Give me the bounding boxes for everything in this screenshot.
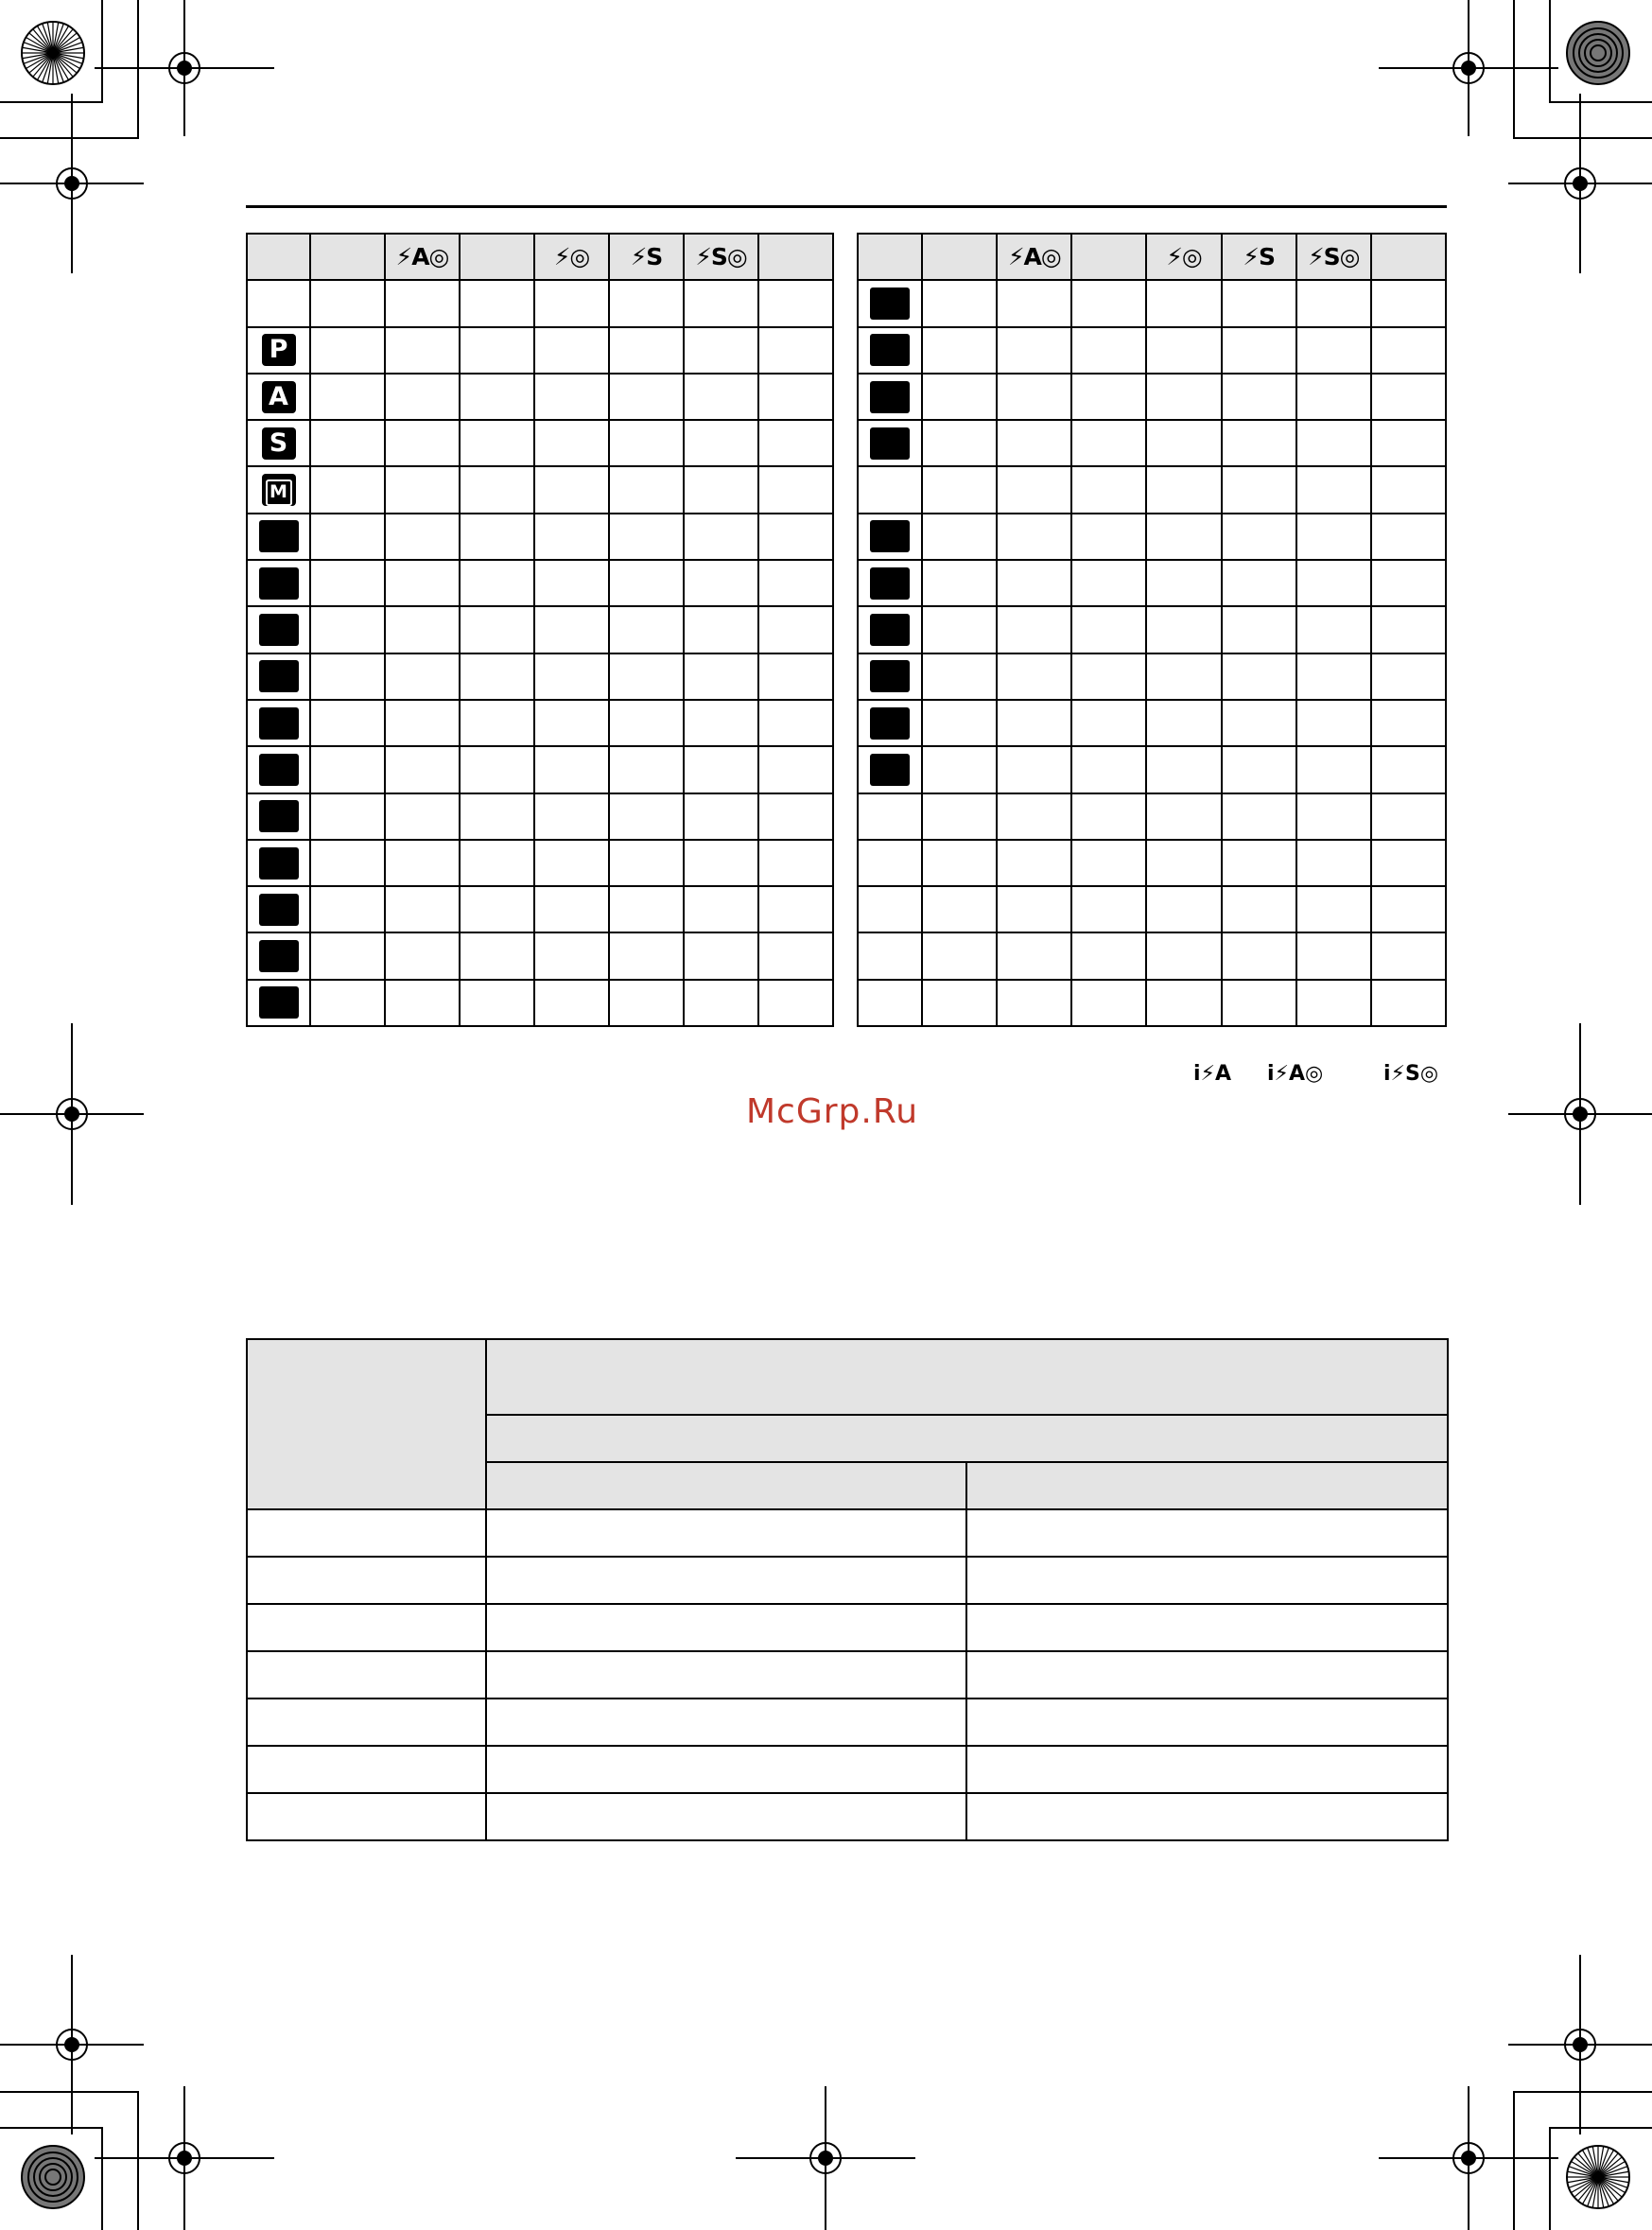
flash-slow-sync-icon: ⚡S	[1243, 243, 1275, 271]
table-row	[858, 374, 1446, 420]
flash-slow-sync-icon: ⚡S	[630, 243, 663, 271]
table-row	[858, 840, 1446, 886]
table-row	[858, 980, 1446, 1026]
baby-scene-icon	[870, 334, 910, 366]
flash-slow-redeye-icon: ⚡S◎	[1308, 243, 1360, 271]
table-row	[247, 1509, 1448, 1557]
table-row	[858, 280, 1446, 326]
manual-mode-icon: M	[266, 479, 292, 506]
flash-slow-redeye-icon: ⚡S◎	[695, 243, 747, 271]
table-row	[247, 466, 833, 513]
architecture-scene-icon	[259, 894, 299, 926]
table-row	[247, 514, 833, 560]
table-row	[247, 840, 833, 886]
flash-auto-redeye-icon: ⚡A◎	[1007, 243, 1061, 271]
table-row	[858, 420, 1446, 466]
table-row	[247, 327, 833, 374]
creative-closeup-scene-icon	[870, 567, 910, 600]
shutter-priority-icon: S	[262, 427, 296, 460]
table-row	[247, 1746, 1448, 1793]
table-row	[858, 653, 1446, 700]
watermark: McGrp.Ru	[745, 1092, 919, 1131]
nature-scene-icon	[259, 847, 299, 880]
night-portrait-star-scene-icon	[870, 614, 910, 646]
night-scenery-scene-icon	[870, 660, 910, 692]
table-row	[858, 560, 1446, 606]
creative-portrait-scene-icon	[259, 754, 299, 786]
table-row	[858, 514, 1446, 560]
flash-on-redeye-icon: ⚡◎	[553, 243, 590, 271]
table-row	[858, 606, 1446, 653]
aperture-priority-icon: A	[262, 381, 296, 413]
flower-closeup-scene-icon	[870, 427, 910, 460]
table-row	[247, 653, 833, 700]
food-closeup-scene-icon	[870, 520, 910, 552]
creative-night-scenery-scene-icon	[870, 754, 910, 786]
table-row	[247, 886, 833, 932]
table-row	[247, 700, 833, 746]
custom-mode-icon	[259, 520, 299, 552]
creative-scenery-scene-icon	[259, 940, 299, 972]
program-mode-icon: P	[262, 334, 296, 366]
creative-sports-scene-icon	[870, 381, 910, 413]
table-row	[247, 1699, 1448, 1746]
starburst-mark	[22, 22, 84, 84]
table-row	[247, 1651, 1448, 1699]
table-header-row	[858, 234, 1446, 280]
outdoor-portrait-scene-icon	[259, 660, 299, 692]
header-rule	[246, 205, 1447, 208]
table-column-header-cell	[966, 1462, 1448, 1509]
table-row	[247, 932, 833, 979]
table-row	[858, 886, 1446, 932]
flash-compatibility-table-left	[246, 233, 834, 1027]
table-row	[247, 560, 833, 606]
table-row	[858, 466, 1446, 513]
indoor-portrait-scene-icon	[259, 707, 299, 740]
table-corner-cell	[247, 1339, 486, 1509]
table-row	[247, 420, 833, 466]
table-row	[247, 1604, 1448, 1651]
table-row	[247, 1557, 1448, 1604]
table-row	[858, 700, 1446, 746]
table-row	[247, 746, 833, 793]
table-subheader-cell	[486, 1415, 1448, 1462]
flash-auto-redeye-icon: ⚡A◎	[395, 243, 449, 271]
flash-range-table	[246, 1338, 1449, 1841]
flash-compatibility-table-right	[857, 233, 1447, 1027]
ia-flash-auto-icon: i⚡A	[1193, 1062, 1232, 1086]
table-header-row	[247, 1339, 1448, 1415]
ia-flash-slow-redeye-icon: i⚡S◎	[1383, 1062, 1439, 1086]
illuminations-scene-icon	[870, 707, 910, 740]
table-row	[858, 327, 1446, 374]
starburst-mark	[1567, 2146, 1629, 2208]
table-row	[247, 1793, 1448, 1840]
sports-action-scene-icon	[870, 287, 910, 320]
night-portrait-scene-icon	[259, 614, 299, 646]
table-row	[247, 280, 833, 326]
table-header-cell	[486, 1339, 1448, 1415]
table-column-header-cell	[486, 1462, 966, 1509]
sports-scene-icon	[259, 986, 299, 1019]
table-row	[247, 606, 833, 653]
ia-flash-auto-redeye-icon: i⚡A◎	[1267, 1062, 1324, 1086]
table-row	[247, 793, 833, 840]
table-row	[247, 374, 833, 420]
table-row	[247, 980, 833, 1026]
flash-on-redeye-icon: ⚡◎	[1166, 243, 1202, 271]
table-row	[858, 932, 1446, 979]
portrait-scene-icon	[259, 567, 299, 600]
table-row	[858, 793, 1446, 840]
table-header-row	[247, 234, 833, 280]
table-row	[858, 746, 1446, 793]
scenery-scene-icon	[259, 800, 299, 832]
